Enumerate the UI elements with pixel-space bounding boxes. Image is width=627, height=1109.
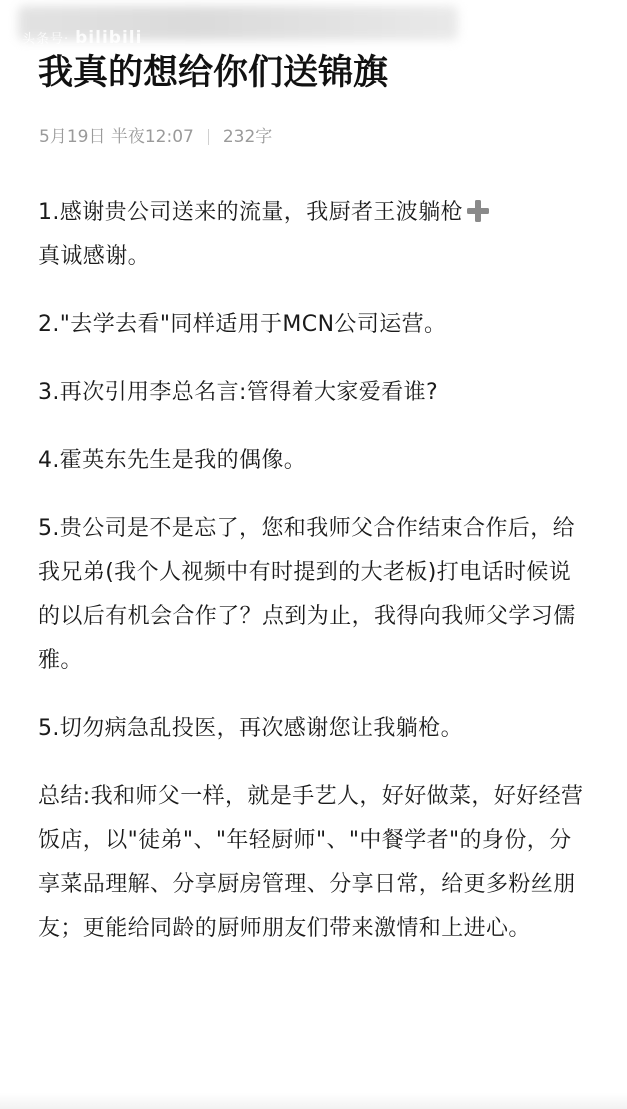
paragraph-3: 3.再次引用李总名言:管得着大家爱看谁? [38, 380, 439, 405]
paragraph-1-continued: 真诚感谢。 [38, 244, 151, 269]
bottom-edge [0, 1093, 627, 1109]
watermark-text: 头条号· [22, 32, 70, 47]
meta-divider [208, 129, 209, 145]
article-body [38, 191, 590, 975]
paragraph-6: 5.切勿病急乱投医，再次感谢您让我躺枪。 [38, 716, 463, 741]
article-meta [39, 124, 272, 150]
paragraph-2: 2."去学去看"同样适用于MCN公司运营。 [38, 312, 447, 337]
publish-date: 5月19日 半夜12:07 [39, 127, 194, 147]
watermark-brand: bilibili [75, 28, 143, 48]
heavy-plus-sign-icon [465, 196, 491, 222]
paragraph-5: 5.贵公司是不是忘了，您和我师父合作结束合作后，给我兄弟(我个人视频中有时提到的大老板)打电话时候说的以后有机会合作了？点到为止，我得向我师父学习儒雅。 [38, 516, 576, 673]
paragraph-4: 4.霍英东先生是我的偶像。 [38, 448, 307, 473]
article-title: 我真的想给你们送锦旗 [38, 53, 389, 93]
paragraph-1 [38, 191, 590, 279]
paragraph-1-text: 1.感谢贵公司送来的流量，我厨者王波躺枪 [38, 200, 463, 225]
watermark [22, 28, 142, 48]
paragraph-summary: 总结:我和师父一样，就是手艺人，好好做菜，好好经营饭店，以"徒弟"、"年轻厨师"、"中餐学者"的身份，分享菜品理解、分享厨房管理、分享日常，给更多粉丝朋友；更能给同龄的厨师朋友们带来激情和上进心。 [38, 784, 584, 941]
word-count: 232字 [222, 127, 273, 147]
